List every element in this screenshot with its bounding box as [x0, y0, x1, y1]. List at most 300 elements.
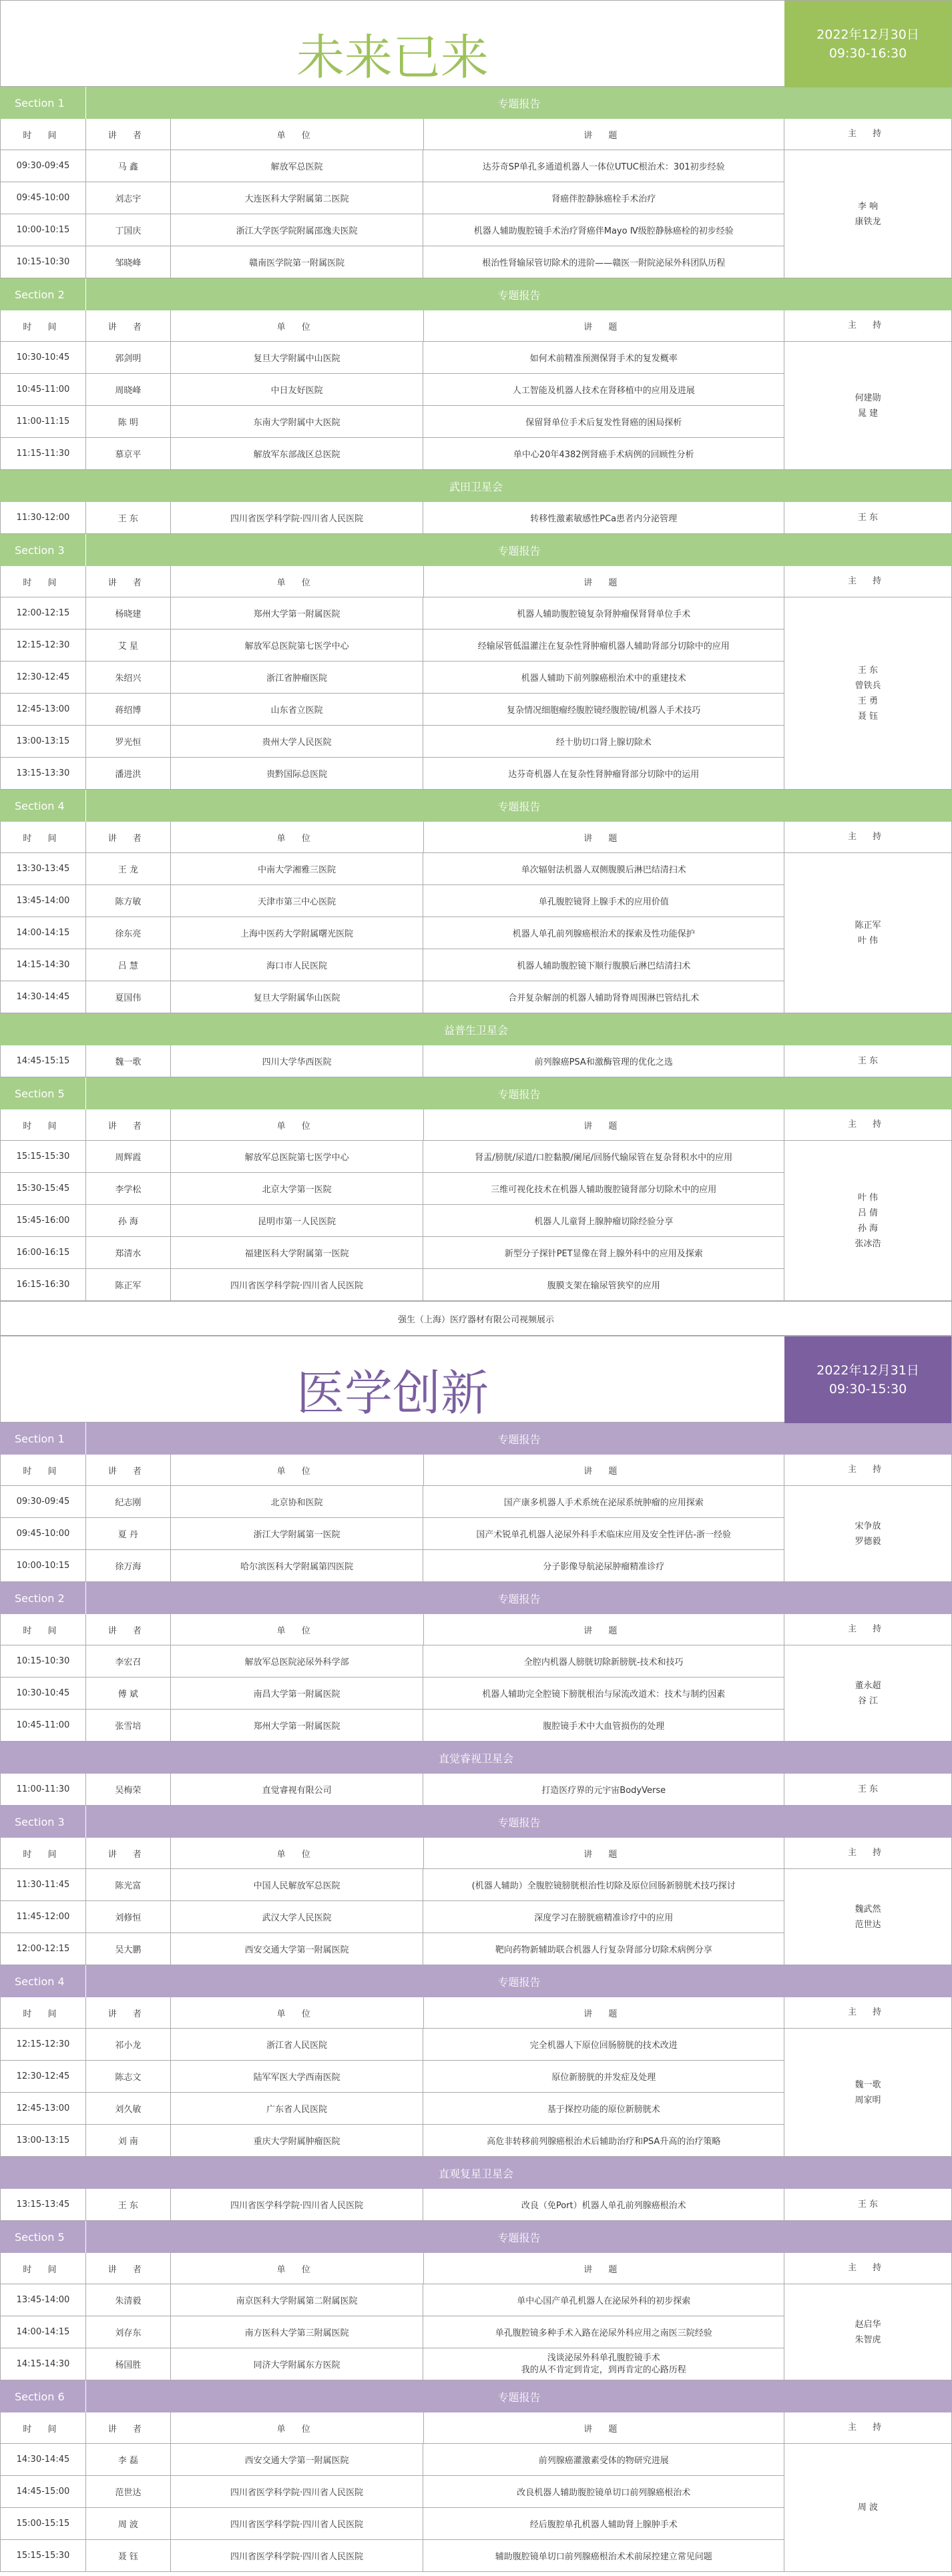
topic-cell: 靶向药物新辅助联合机器人行复杂肾部分切除术病例分享 — [423, 1933, 784, 1965]
table-row — [0, 502, 784, 534]
header-cell: 主 持 — [784, 2253, 952, 2284]
day-title: 未来已来 — [296, 29, 489, 85]
host-name: 王 东 — [857, 665, 879, 676]
header-cell: 单 位 — [171, 1109, 424, 1141]
header-cell: 主 持 — [784, 1838, 952, 1869]
session-rows — [0, 1774, 784, 1806]
host-name: 晁 建 — [857, 408, 879, 419]
table-row — [0, 1933, 784, 1965]
topic-cell: 腹膜支架在输尿管狭窄的应用 — [423, 1269, 784, 1301]
session-group — [0, 1141, 952, 1301]
session-group — [0, 2029, 952, 2157]
table-row — [0, 1869, 784, 1901]
time-cell: 16:15-16:30 — [1, 1269, 86, 1301]
table-row — [0, 1645, 784, 1678]
table-row — [0, 2540, 784, 2572]
session-rows — [0, 2284, 784, 2380]
host-name: 魏一歌 — [855, 2079, 881, 2090]
speaker-cell: 刘 南 — [86, 2125, 171, 2157]
table-row — [0, 2125, 784, 2157]
time-cell: 15:30-15:45 — [1, 1173, 86, 1205]
speaker-cell: 朱清毅 — [86, 2284, 171, 2316]
header-cell: 讲 题 — [424, 1614, 785, 1645]
session-rows — [0, 502, 784, 534]
session-group — [0, 1869, 952, 1965]
speaker-cell: 徐东亮 — [86, 917, 171, 949]
header-cell: 讲 题 — [424, 310, 785, 342]
header-cell: 讲 题 — [424, 822, 785, 853]
topic-cell: 国产康多机器人手术系统在泌尿系统肿瘤的应用探索 — [423, 1486, 784, 1518]
header-cell: 讲 者 — [86, 1109, 171, 1141]
speaker-cell: 刘久敏 — [86, 2093, 171, 2125]
column-header — [0, 119, 952, 150]
time-cell: 09:45-10:00 — [1, 182, 86, 214]
section-label: Section 1 — [15, 96, 65, 109]
band-title: 直观复星卫星会 — [438, 2167, 513, 2180]
table-row — [0, 1774, 784, 1806]
header-cell: 单 位 — [171, 1997, 424, 2029]
session-rows — [0, 853, 784, 1013]
session-rows — [0, 150, 784, 278]
topic-cell: 打造医疗界的元宇宙BodyVerse — [423, 1774, 784, 1806]
speaker-cell: 范世达 — [86, 2476, 171, 2508]
topic-cell: (机器人辅助）全腹腔镜膀胱根治性切除及原位回肠新膀胱术技巧探讨 — [423, 1869, 784, 1901]
header-cell: 单 位 — [171, 1838, 424, 1869]
speaker-cell: 罗光恒 — [86, 726, 171, 758]
time-cell: 12:30-12:45 — [1, 2061, 86, 2093]
affiliation-cell: 南昌大学第一附属医院 — [171, 1678, 424, 1710]
session-rows — [0, 2189, 784, 2221]
topic-cell: 达芬奇机器人在复杂性肾肿瘤肾部分切除中的运用 — [423, 758, 784, 790]
day-header — [0, 0, 952, 87]
topic-cell: 全腔内机器人膀胱切除新膀胱-技术和技巧 — [423, 1645, 784, 1678]
header-cell: 讲 题 — [424, 1838, 785, 1869]
table-row — [0, 597, 784, 629]
speaker-cell: 刘志宇 — [86, 182, 171, 214]
header-cell: 讲 题 — [424, 1455, 785, 1486]
section-label: Section 4 — [15, 1975, 65, 1988]
topic-cell: 单中心国产单孔机器人在泌尿外科的初步探索 — [423, 2284, 784, 2316]
section-band — [0, 1077, 952, 1109]
affiliation-cell: 广东省人民医院 — [171, 2093, 424, 2125]
topic-cell: 单孔腹腔镜多种手术入路在泌尿外科应用之南医三院经验 — [423, 2316, 784, 2348]
table-row — [0, 2444, 784, 2476]
band-title: 专题报告 — [85, 1965, 952, 1997]
table-row — [0, 2284, 784, 2316]
speaker-cell: 傅 斌 — [86, 1678, 171, 1710]
header-cell: 主 持 — [784, 2412, 952, 2444]
event-date: 2022年12月30日 — [816, 27, 919, 42]
band-title: 益普生卫星会 — [443, 1023, 508, 1037]
session-group — [0, 1486, 952, 1582]
section-label: Section 6 — [15, 2390, 65, 2403]
affiliation-cell: 四川省医学科学院·四川省人民医院 — [171, 2476, 424, 2508]
speaker-cell: 吴梅荣 — [86, 1774, 171, 1806]
section-band — [0, 1965, 952, 1997]
header-cell: 讲 题 — [424, 566, 785, 597]
header-cell: 单 位 — [171, 822, 424, 853]
host-name: 叶 伟 — [857, 935, 879, 946]
affiliation-cell: 浙江省人民医院 — [171, 2029, 424, 2061]
host-cell — [784, 2189, 952, 2221]
band-title: 专题报告 — [85, 1077, 952, 1109]
host-name: 罗德毅 — [855, 1536, 881, 1547]
time-cell: 10:30-10:45 — [1, 342, 86, 374]
satellite-band — [0, 470, 952, 502]
affiliation-cell: 郑州大学第一附属医院 — [171, 1710, 424, 1742]
host-name: 曾铁兵 — [855, 680, 881, 691]
session-rows — [0, 1141, 784, 1301]
time-cell: 11:45-12:00 — [1, 1901, 86, 1933]
topic-cell: 国产术锐单孔机器人泌尿外科手术临床应用及安全性评估-浙一经验 — [423, 1518, 784, 1550]
header-cell: 讲 者 — [86, 2253, 171, 2284]
topic-cell: 高危非转移前列腺癌根治术后辅助治疗和PSA升高的治疗策略 — [423, 2125, 784, 2157]
host-name: 朱智虎 — [855, 2334, 881, 2345]
time-cell: 09:45-10:00 — [1, 1518, 86, 1550]
affiliation-cell: 上海中医药大学附属曙光医院 — [171, 917, 424, 949]
column-header — [0, 1455, 952, 1486]
section-label: Section 2 — [15, 288, 65, 301]
band-title: 专题报告 — [85, 1423, 952, 1455]
column-header — [0, 566, 952, 597]
table-row — [0, 662, 784, 694]
host-name: 王 勇 — [857, 696, 879, 706]
table-row — [0, 1269, 784, 1301]
topic-cell: 深度学习在膀胱癌精准诊疗中的应用 — [423, 1901, 784, 1933]
column-header — [0, 1838, 952, 1869]
table-row — [0, 438, 784, 470]
affiliation-cell: 四川省医学科学院·四川省人民医院 — [171, 2189, 424, 2221]
time-cell: 14:00-14:15 — [1, 2316, 86, 2348]
topic-cell: 新型分子探针PET显像在肾上腺外科中的应用及探索 — [423, 1237, 784, 1269]
topic-cell: 改良机器人辅助腹腔镜单切口前列腺癌根治术 — [423, 2476, 784, 2508]
column-header — [0, 2253, 952, 2284]
header-cell: 单 位 — [171, 2412, 424, 2444]
band-title: 直觉睿视卫星会 — [438, 1752, 513, 1765]
speaker-cell: 张雪培 — [86, 1710, 171, 1742]
affiliation-cell: 浙江省肿瘤医院 — [171, 662, 424, 694]
time-cell: 16:00-16:15 — [1, 1237, 86, 1269]
host-name: 何建勋 — [855, 393, 881, 403]
table-row — [0, 2316, 784, 2348]
header-cell: 时 间 — [1, 1614, 86, 1645]
host-name: 谷 江 — [857, 1696, 879, 1706]
host-name: 叶 伟 — [857, 1192, 879, 1203]
affiliation-cell: 解放军东部战区总医院 — [171, 438, 424, 470]
affiliation-cell: 昆明市第一人民医院 — [171, 1205, 424, 1237]
time-cell: 09:30-09:45 — [1, 150, 86, 182]
speaker-cell: 徐万海 — [86, 1550, 171, 1582]
affiliation-cell: 四川大学华西医院 — [171, 1045, 424, 1077]
speaker-cell: 邹晓峰 — [86, 246, 171, 278]
affiliation-cell: 重庆大学附属肿瘤医院 — [171, 2125, 424, 2157]
session-group — [0, 2284, 952, 2380]
affiliation-cell: 陆军军医大学西南医院 — [171, 2061, 424, 2093]
topic-cell: 机器人儿童肾上腺肿瘤切除经验分享 — [423, 1205, 784, 1237]
time-cell: 15:15-15:30 — [1, 1141, 86, 1173]
host-name: 王 东 — [857, 1784, 879, 1794]
affiliation-cell: 南方医科大学第三附属医院 — [171, 2316, 424, 2348]
header-cell: 主 持 — [784, 1455, 952, 1486]
speaker-cell: 刘存东 — [86, 2316, 171, 2348]
table-row — [0, 1045, 784, 1077]
time-cell: 12:00-12:15 — [1, 597, 86, 629]
session-group — [0, 2444, 952, 2572]
affiliation-cell: 解放军总医院第七医学中心 — [171, 1141, 424, 1173]
time-cell: 14:30-14:45 — [1, 2444, 86, 2476]
time-cell: 14:00-14:15 — [1, 917, 86, 949]
topic-cell: 原位新膀胱的并发症及处理 — [423, 2061, 784, 2093]
table-row — [0, 726, 784, 758]
host-name: 聂 钰 — [857, 711, 879, 722]
header-cell: 讲 题 — [424, 1109, 785, 1141]
header-cell: 时 间 — [1, 2253, 86, 2284]
time-cell: 12:45-13:00 — [1, 694, 86, 726]
topic-cell: 转移性激素敏感性PCa患者内分泌管理 — [423, 502, 784, 534]
affiliation-cell: 贵黔国际总医院 — [171, 758, 424, 790]
section-label: Section 1 — [15, 1432, 65, 1445]
affiliation-cell: 福建医科大学附属第一医院 — [171, 1237, 424, 1269]
host-name: 王 东 — [857, 2200, 879, 2210]
host-name: 康铁龙 — [855, 216, 881, 227]
host-cell — [784, 1045, 952, 1077]
column-header — [0, 1109, 952, 1141]
speaker-cell: 祁小龙 — [86, 2029, 171, 2061]
speaker-cell: 王 东 — [86, 2189, 171, 2221]
host-name: 魏武然 — [855, 1904, 881, 1914]
affiliation-cell: 山东省立医院 — [171, 694, 424, 726]
table-row — [0, 246, 784, 278]
speaker-cell: 魏一歌 — [86, 1045, 171, 1077]
table-row — [0, 1710, 784, 1742]
topic-cell: 机器人辅助下前列腺癌根治术中的重建技术 — [423, 662, 784, 694]
header-cell: 时 间 — [1, 1109, 86, 1141]
table-row — [0, 1518, 784, 1550]
speaker-cell: 刘修恒 — [86, 1901, 171, 1933]
header-cell: 单 位 — [171, 310, 424, 342]
topic-cell: 腹腔镜手术中大血管损伤的处理 — [423, 1710, 784, 1742]
section-band — [0, 1806, 952, 1838]
table-row — [0, 629, 784, 662]
affiliation-cell: 赣南医学院第一附属医院 — [171, 246, 424, 278]
time-cell: 13:00-13:15 — [1, 2125, 86, 2157]
topic-cell: 基于探控功能的原位新膀胱术 — [423, 2093, 784, 2125]
topic-cell: 肾癌伴腔静脉癌栓手术治疗 — [423, 182, 784, 214]
affiliation-cell: 北京大学第一医院 — [171, 1173, 424, 1205]
header-cell: 时 间 — [1, 310, 86, 342]
topic-cell: 合并复杂解剖的机器人辅助肾脊周围淋巴管结扎术 — [423, 981, 784, 1013]
time-cell: 10:00-10:15 — [1, 1550, 86, 1582]
section-label: Section 2 — [15, 1591, 65, 1605]
table-row — [0, 1173, 784, 1205]
affiliation-cell: 哈尔滨医科大学附属第四医院 — [171, 1550, 424, 1582]
column-header — [0, 310, 952, 342]
time-cell: 14:30-14:45 — [1, 981, 86, 1013]
table-row — [0, 853, 784, 885]
header-cell: 讲 者 — [86, 2412, 171, 2444]
header-cell: 讲 者 — [86, 822, 171, 853]
host-cell — [784, 853, 952, 1013]
host-name: 周家明 — [855, 2095, 881, 2105]
host-cell — [784, 150, 952, 278]
speaker-cell: 周 波 — [86, 2508, 171, 2540]
speaker-cell: 艾 星 — [86, 629, 171, 662]
host-name: 李 响 — [857, 201, 879, 212]
speaker-cell: 纪志刚 — [86, 1486, 171, 1518]
date-box — [784, 1, 951, 87]
affiliation-cell: 四川省医学科学院·四川省人民医院 — [171, 2508, 424, 2540]
table-row — [0, 214, 784, 246]
speaker-cell: 杨国胜 — [86, 2348, 171, 2380]
host-name: 陈正军 — [855, 920, 881, 931]
day2-schedule — [0, 1336, 952, 2572]
table-row — [0, 885, 784, 917]
affiliation-cell: 南京医科大学附属第二附属医院 — [171, 2284, 424, 2316]
header-cell: 讲 者 — [86, 119, 171, 150]
section-label: Section 3 — [15, 1815, 65, 1828]
topic-cell: 改良（免Port）机器人单孔前列腺癌根治术 — [423, 2189, 784, 2221]
section-label: Section 5 — [15, 2230, 65, 2244]
speaker-cell: 陈志文 — [86, 2061, 171, 2093]
affiliation-cell: 同济大学附属东方医院 — [171, 2348, 424, 2380]
header-cell: 讲 者 — [86, 1997, 171, 2029]
time-cell: 13:30-13:45 — [1, 853, 86, 885]
speaker-cell: 蒋绍博 — [86, 694, 171, 726]
header-cell: 时 间 — [1, 119, 86, 150]
affiliation-cell: 贵州大学人民医院 — [171, 726, 424, 758]
host-cell — [784, 597, 952, 790]
session-rows — [0, 2029, 784, 2157]
affiliation-cell: 浙江大学附属第一医院 — [171, 1518, 424, 1550]
time-cell: 13:45-14:00 — [1, 2284, 86, 2316]
affiliation-cell: 海口市人民医院 — [171, 949, 424, 981]
table-row — [0, 694, 784, 726]
table-row — [0, 342, 784, 374]
time-cell: 11:30-12:00 — [1, 502, 86, 534]
section-band — [0, 278, 952, 310]
table-row — [0, 758, 784, 790]
topic-cell: 完全机器人下原位回肠膀胱的技术改进 — [423, 2029, 784, 2061]
host-name: 范世达 — [855, 1919, 881, 1930]
band-title: 专题报告 — [85, 790, 952, 822]
affiliation-cell: 解放军总医院第七医学中心 — [171, 629, 424, 662]
time-cell: 12:15-12:30 — [1, 2029, 86, 2061]
speaker-cell: 陈方敏 — [86, 885, 171, 917]
time-cell: 10:00-10:15 — [1, 214, 86, 246]
session-group — [0, 597, 952, 790]
session-group — [0, 502, 952, 534]
speaker-cell: 聂 钰 — [86, 2540, 171, 2572]
host-cell — [784, 1141, 952, 1301]
table-row — [0, 1486, 784, 1518]
speaker-cell: 周晓峰 — [86, 374, 171, 406]
topic-cell: 人工智能及机器人技术在肾移植中的应用及进展 — [423, 374, 784, 406]
topic-cell: 机器人辅助完全腔镜下膀胱根治与尿流改道术：技术与制约因素 — [423, 1678, 784, 1710]
session-group — [0, 342, 952, 470]
table-row — [0, 2348, 784, 2380]
band-title: 专题报告 — [85, 534, 952, 566]
session-rows — [0, 597, 784, 790]
topic-line: 我的从不肯定到肯定，到再肯定的心路历程 — [521, 2364, 686, 2375]
session-group — [0, 1045, 952, 1077]
affiliation-cell: 直觉睿视有限公司 — [171, 1774, 424, 1806]
table-row — [0, 1550, 784, 1582]
affiliation-cell: 四川省医学科学院·四川省人民医院 — [171, 1269, 424, 1301]
time-cell: 13:15-13:45 — [1, 2189, 86, 2221]
session-rows — [0, 1045, 784, 1077]
section-label: Section 4 — [15, 799, 65, 812]
affiliation-cell: 浙江大学医学院附属邵逸夫医院 — [171, 214, 424, 246]
speaker-cell: 马 鑫 — [86, 150, 171, 182]
table-row — [0, 150, 784, 182]
session-group — [0, 1774, 952, 1806]
speaker-cell: 陈光富 — [86, 1869, 171, 1901]
header-cell: 时 间 — [1, 1455, 86, 1486]
satellite-band — [0, 1013, 952, 1045]
day-title: 医学创新 — [296, 1365, 489, 1421]
band-title: 专题报告 — [85, 87, 952, 119]
header-cell: 讲 题 — [424, 1997, 785, 2029]
event-time: 09:30-15:30 — [828, 1382, 907, 1396]
header-cell: 单 位 — [171, 2253, 424, 2284]
host-name: 赵启华 — [855, 2319, 881, 2330]
table-row — [0, 2189, 784, 2221]
topic-cell: 经后腹腔单孔机器人辅助肾上腺肿手术 — [423, 2508, 784, 2540]
time-cell: 15:00-15:15 — [1, 2508, 86, 2540]
host-cell — [784, 2029, 952, 2157]
affiliation-cell: 西安交通大学第一附属医院 — [171, 2444, 424, 2476]
affiliation-cell: 复旦大学附属中山医院 — [171, 342, 424, 374]
section-label: Section 5 — [15, 1087, 65, 1100]
time-cell: 14:45-15:15 — [1, 1045, 86, 1077]
band-title: 专题报告 — [85, 1806, 952, 1838]
speaker-cell: 陈 明 — [86, 406, 171, 438]
band-title: 武田卫星会 — [449, 480, 503, 493]
table-row — [0, 182, 784, 214]
event-time: 09:30-16:30 — [828, 46, 907, 61]
header-cell: 单 位 — [171, 566, 424, 597]
topic-cell: 根治性肾输尿管切除术的进阶——赣医一附院泌尿外科团队历程 — [423, 246, 784, 278]
time-cell: 15:15-15:30 — [1, 2540, 86, 2572]
topic-cell: 前列腺癌灌激素受体的物研究进展 — [423, 2444, 784, 2476]
time-cell: 11:00-11:30 — [1, 1774, 86, 1806]
time-cell: 11:00-11:15 — [1, 406, 86, 438]
section-band — [0, 1582, 952, 1614]
time-cell: 13:00-13:15 — [1, 726, 86, 758]
table-row — [0, 2476, 784, 2508]
affiliation-cell: 东南大学附属中大医院 — [171, 406, 424, 438]
topic-cell — [423, 2348, 784, 2380]
topic-cell: 经十肋切口肾上腺切除术 — [423, 726, 784, 758]
time-cell: 13:15-13:30 — [1, 758, 86, 790]
header-cell: 主 持 — [784, 1997, 952, 2029]
time-cell: 14:15-14:30 — [1, 949, 86, 981]
time-cell: 14:15-14:30 — [1, 2348, 86, 2380]
table-row — [0, 2508, 784, 2540]
header-cell: 单 位 — [171, 1614, 424, 1645]
header-cell: 主 持 — [784, 310, 952, 342]
time-cell: 12:15-12:30 — [1, 629, 86, 662]
section-band — [0, 534, 952, 566]
header-cell: 单 位 — [171, 119, 424, 150]
table-row — [0, 917, 784, 949]
speaker-cell: 李 磊 — [86, 2444, 171, 2476]
host-name: 王 东 — [857, 1056, 879, 1066]
time-cell: 10:15-10:30 — [1, 1645, 86, 1678]
affiliation-cell: 中日友好医院 — [171, 374, 424, 406]
band-title: 专题报告 — [85, 278, 952, 310]
header-cell: 讲 题 — [424, 119, 785, 150]
